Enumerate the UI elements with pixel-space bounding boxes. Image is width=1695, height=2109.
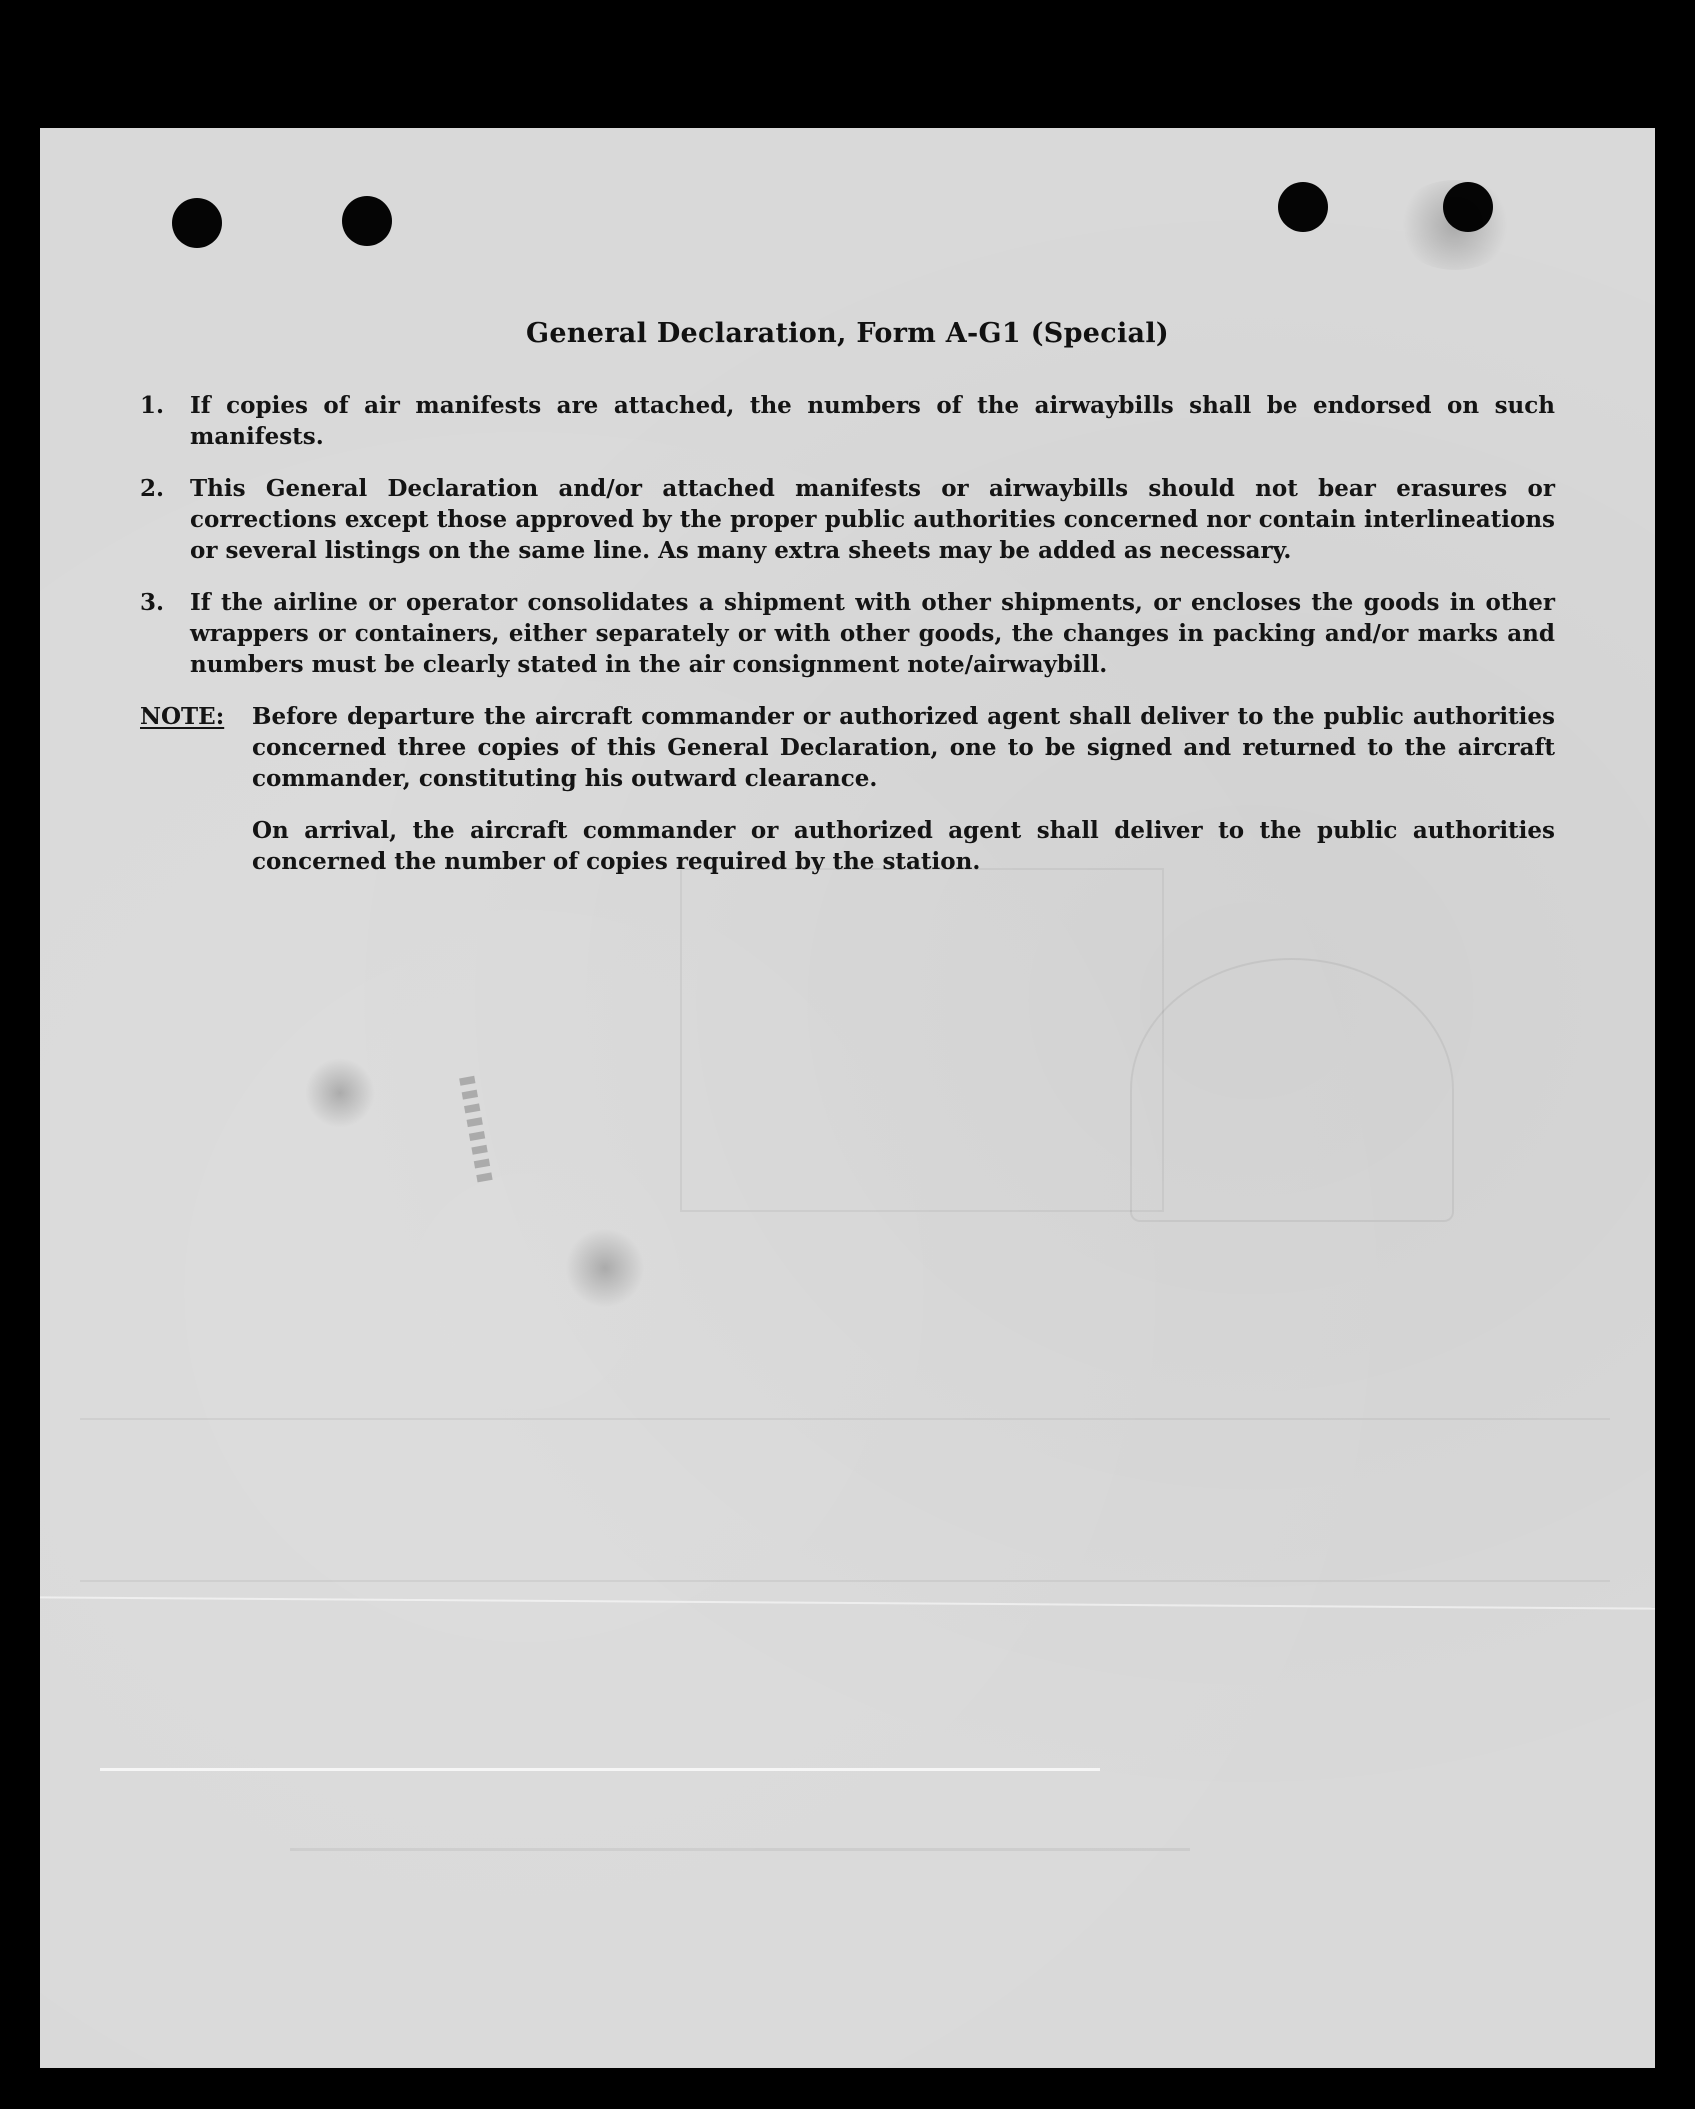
note-section <box>140 701 1555 898</box>
ink-smudge <box>305 1058 375 1128</box>
list-item-text: If copies of air manifests are attached, the numbers of the airwaybills shall be endorsed on such manifests. <box>190 392 1555 450</box>
bleed-through-marks <box>680 868 1164 1212</box>
list-item-number: 1. <box>140 392 165 419</box>
note-paragraph: Before departure the aircraft commander or authorized agent shall deliver to the public authorities concerned three copies of this General Declaration, one to be signed and returned to the aircraft commander, constituting his outward clearance. <box>252 703 1555 792</box>
list-item-number: 3. <box>140 589 165 616</box>
bleed-through-marks <box>290 1788 1190 1851</box>
note-label: NOTE: <box>140 703 225 730</box>
ink-smudge <box>1395 180 1515 270</box>
note-paragraph: On arrival, the aircraft commander or authorized agent shall deliver to the public authorities concerned the number of copies required by the station. <box>252 817 1555 875</box>
instructions <box>140 390 1555 898</box>
paper-fold-line <box>40 1596 1655 1609</box>
list-item <box>140 473 1555 566</box>
punch-hole-left-2 <box>342 196 392 246</box>
list-item <box>140 587 1555 680</box>
list-item-text: This General Declaration and/or attached manifests or airwaybills should not bear erasures or corrections except those approved by the proper public authorities concerned nor contain interlineations or several listings on the same line. As many extra sheets may be added as necessary. <box>190 475 1555 564</box>
page-title: General Declaration, Form A-G1 (Special) <box>526 318 1169 349</box>
bleed-through-marks <box>1130 958 1454 1222</box>
punch-hole-right-1 <box>1278 182 1328 232</box>
list-item-number: 2. <box>140 475 165 502</box>
punch-hole-left-1 <box>172 198 222 248</box>
paper-fold-line <box>100 1768 1100 1771</box>
document-page <box>40 128 1655 2068</box>
note-body <box>252 701 1555 898</box>
bleed-through-stamp: ▮▮▮▮▮▮▮▮ <box>456 1073 500 1188</box>
ink-smudge <box>565 1228 645 1308</box>
list-item-text: If the airline or operator consolidates a shipment with other shipments, or encloses the goods in other wrappers or containers, either separately or with other goods, the changes in packing and/or marks and numbers must be clearly stated in the air consignment note/airwaybill. <box>190 589 1555 678</box>
list-item <box>140 390 1555 452</box>
bleed-through-marks <box>80 1418 1610 1582</box>
